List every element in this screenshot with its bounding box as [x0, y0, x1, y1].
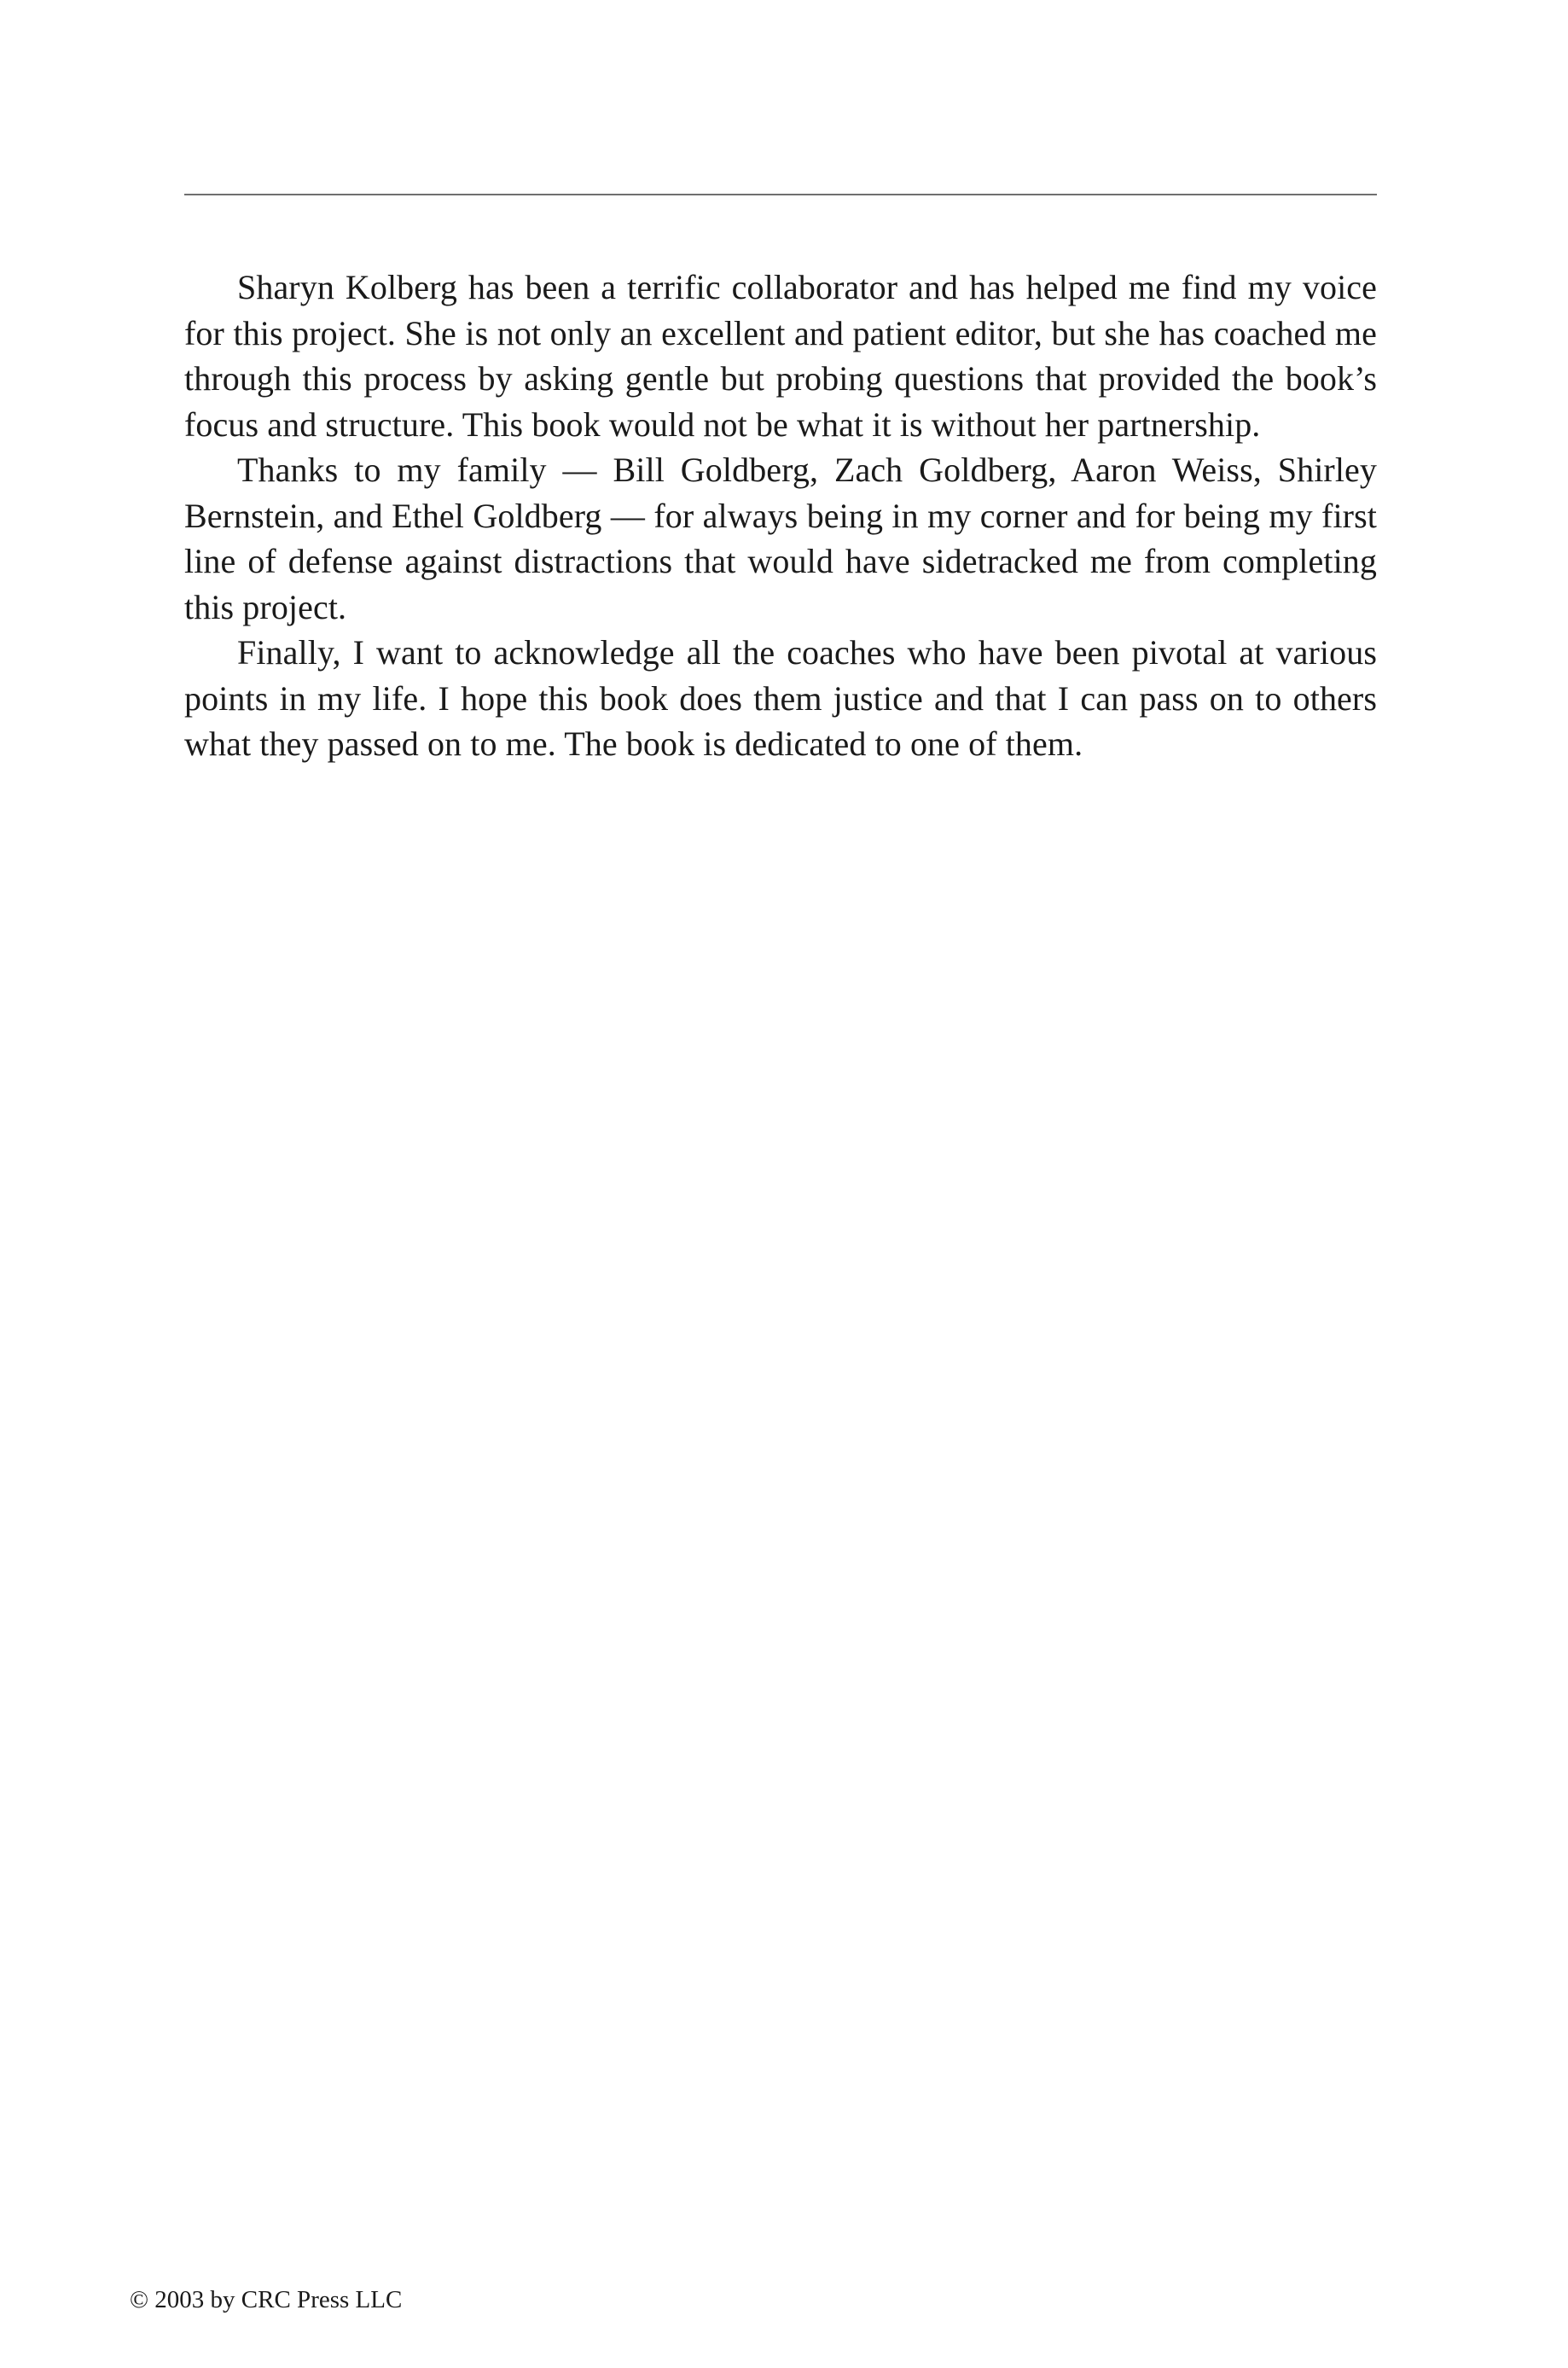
paragraph-family: Thanks to my family — Bill Goldberg, Zach Goldberg, Aaron Weiss, Shirley Bernstein, and Ethel Goldberg — for always being in my corner and for being my first line of defense against distractions that would have sidetracked me from completing this project. [184, 451, 1377, 626]
acknowledgments-text [184, 265, 1377, 767]
header-rule [184, 194, 1377, 195]
copyright-footer: © 2003 by CRC Press LLC [130, 2286, 403, 2313]
paragraph-collaborator: Sharyn Kolberg has been a terrific collaborator and has helped me find my voice for this project. She is not only an excellent and patient editor, but she has coached me through this process by asking gentle but probing questions that provided the book’s focus and structure. This book would not be what it is without her partnership. [184, 268, 1377, 444]
paragraph-coaches: Finally, I want to acknowledge all the coaches who have been pivotal at various points in my life. I hope this book does them justice and that I can pass on to others what they passed on to me. The book is dedicated to one of them. [184, 633, 1377, 763]
